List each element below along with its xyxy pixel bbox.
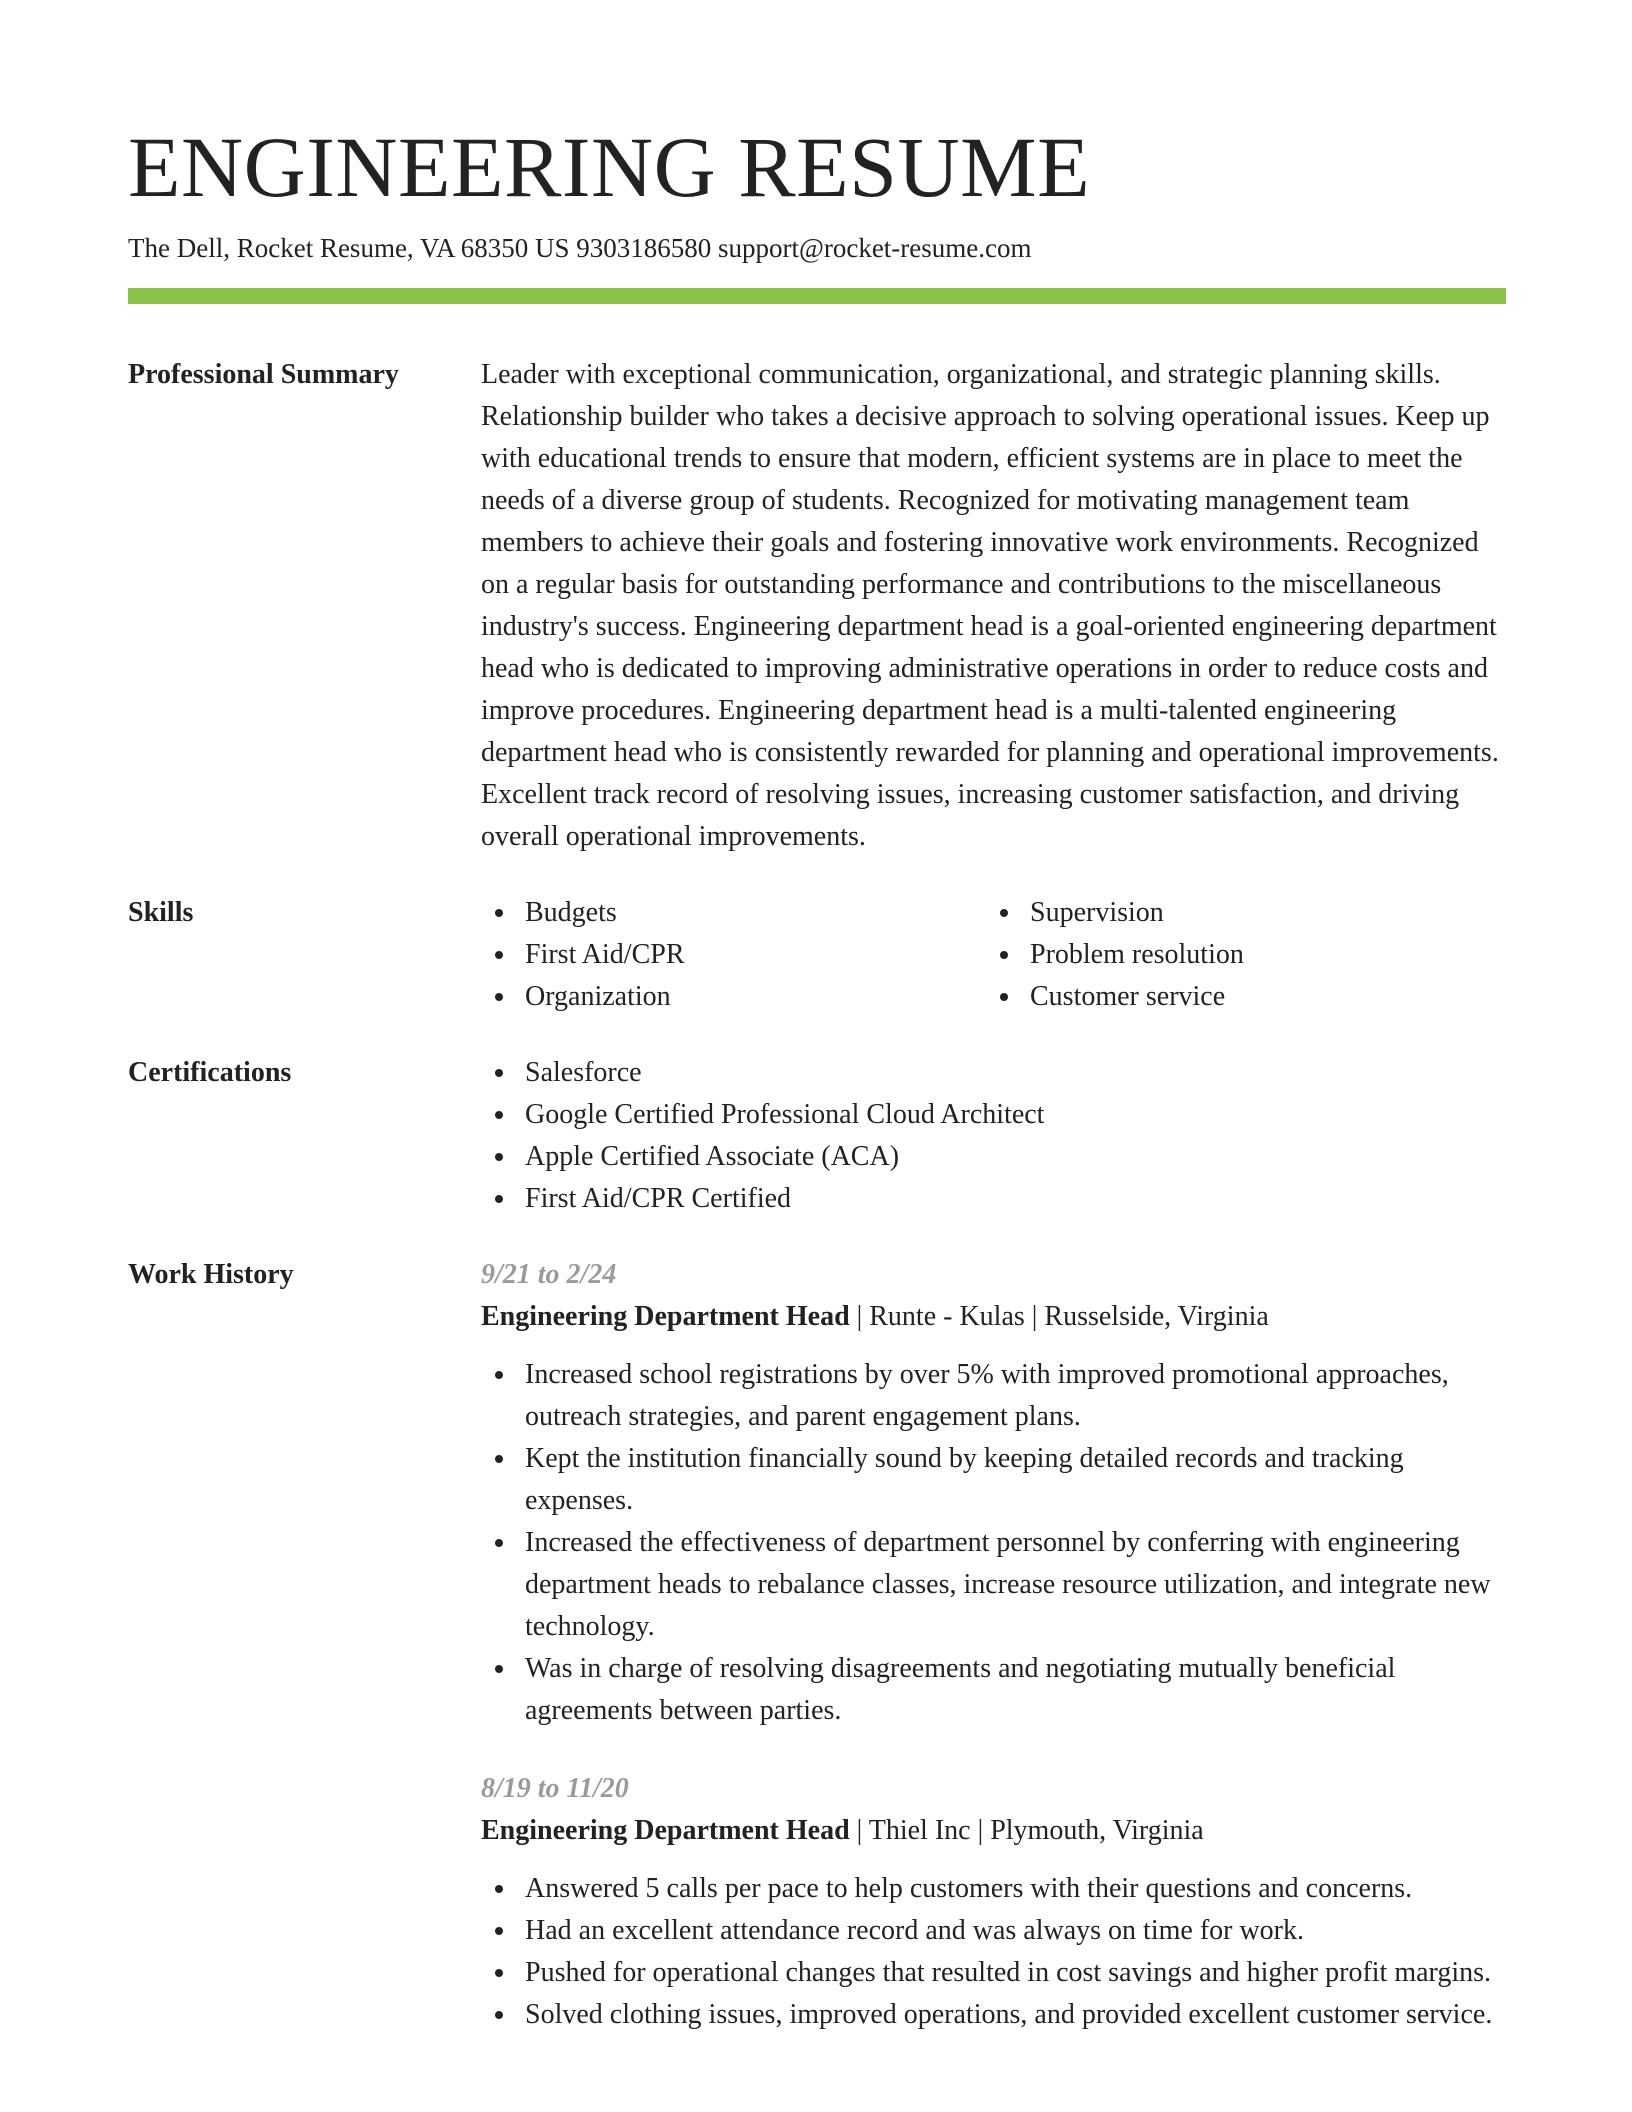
resume-page <box>128 118 1506 2036</box>
skill-item: Supervision <box>986 892 1491 934</box>
job-separator: | <box>849 1814 869 1846</box>
summary-section <box>128 354 1506 858</box>
skill-item: Problem resolution <box>986 934 1491 976</box>
skills-grid <box>481 892 1506 1018</box>
job-heading <box>481 1810 1506 1852</box>
job-location: Russelside, Virginia <box>1044 1300 1269 1332</box>
job-bullet: Pushed for operational changes that resulted in cost savings and higher profit margins. <box>481 1952 1506 1994</box>
job-bullet: Kept the institution financially sound by keeping detailed records and tracking expenses. <box>481 1438 1506 1522</box>
skills-column-1 <box>481 892 986 1018</box>
job-bullet: Was in charge of resolving disagreements and negotiating mutually beneficial agreements between parties. <box>481 1648 1506 1732</box>
summary-text: Leader with exceptional communication, organizational, and strategic planning skills. Relationship builder who takes a decisive approach to solving operational issues. Keep up with educational trends to ensure that modern, efficient systems are in place to meet the needs of a diverse group of students. Recognized for motivating management team members to achieve their goals and fostering innovative work environments. Recognized on a regular basis for outstanding performance and contributions to the miscellaneous industry's success. Engineering department head is a goal-oriented engineering department head who is dedicated to improving administrative operations in order to reduce costs and improve procedures. Engineering department head is a multi-talented engineering department head who is consistently rewarded for planning and operational improvements. Excellent track record of resolving issues, increasing customer satisfaction, and driving overall operational improvements. <box>481 358 1499 852</box>
section-title-work-history: Work History <box>128 1258 294 1290</box>
certification-item: First Aid/CPR Certified <box>481 1178 1506 1220</box>
job-bullet: Increased the effectiveness of department personnel by conferring with engineering department heads to rebalance classes, increase resource utilization, and integrate new technology. <box>481 1522 1506 1648</box>
job-separator: | <box>1024 1300 1045 1332</box>
job-separator: | <box>849 1300 870 1332</box>
certifications-list <box>481 1052 1506 1220</box>
job-separator: | <box>970 1814 991 1846</box>
job-responsibilities <box>481 1354 1506 1732</box>
certification-item: Apple Certified Associate (ACA) <box>481 1136 1506 1178</box>
job-bullet: Increased school registrations by over 5% with improved promotional approaches, outreach strategies, and parent engagement plans. <box>481 1354 1506 1438</box>
job-company: Runte - Kulas <box>869 1300 1025 1332</box>
accent-divider <box>128 288 1506 304</box>
job-location: Plymouth, Virginia <box>990 1814 1204 1846</box>
resume-title: ENGINEERING RESUME <box>128 119 1091 215</box>
section-title-certifications: Certifications <box>128 1056 292 1088</box>
job-entry <box>481 1254 1506 1732</box>
work-history-section <box>128 1254 1506 2036</box>
skill-item: Customer service <box>986 976 1491 1018</box>
job-responsibilities <box>481 1868 1506 2036</box>
job-title: Engineering Department Head <box>481 1300 850 1332</box>
contact-line: The Dell, Rocket Resume, VA 68350 US 9303186580 support@rocket-resume.com <box>128 232 1032 263</box>
job-heading <box>481 1296 1506 1338</box>
job-bullet: Answered 5 calls per pace to help customers with their questions and concerns. <box>481 1868 1506 1910</box>
certification-item: Salesforce <box>481 1052 1506 1094</box>
job-bullet: Solved clothing issues, improved operations, and provided excellent customer service. <box>481 1994 1506 2036</box>
section-title-summary: Professional Summary <box>128 358 399 390</box>
certification-item: Google Certified Professional Cloud Architect <box>481 1094 1506 1136</box>
job-dates: 8/19 to 11/20 <box>481 1772 629 1804</box>
skill-item: Organization <box>481 976 986 1018</box>
skill-item: Budgets <box>481 892 986 934</box>
job-bullet: Had an excellent attendance record and was always on time for work. <box>481 1910 1506 1952</box>
skills-column-2 <box>986 892 1491 1018</box>
section-title-skills: Skills <box>128 896 194 928</box>
certifications-section <box>128 1052 1506 1220</box>
skill-item: First Aid/CPR <box>481 934 986 976</box>
job-title: Engineering Department Head <box>481 1814 850 1846</box>
skills-section <box>128 892 1506 1018</box>
job-dates: 9/21 to 2/24 <box>481 1258 617 1290</box>
job-entry <box>481 1768 1506 2036</box>
job-company: Thiel Inc <box>868 1814 971 1846</box>
